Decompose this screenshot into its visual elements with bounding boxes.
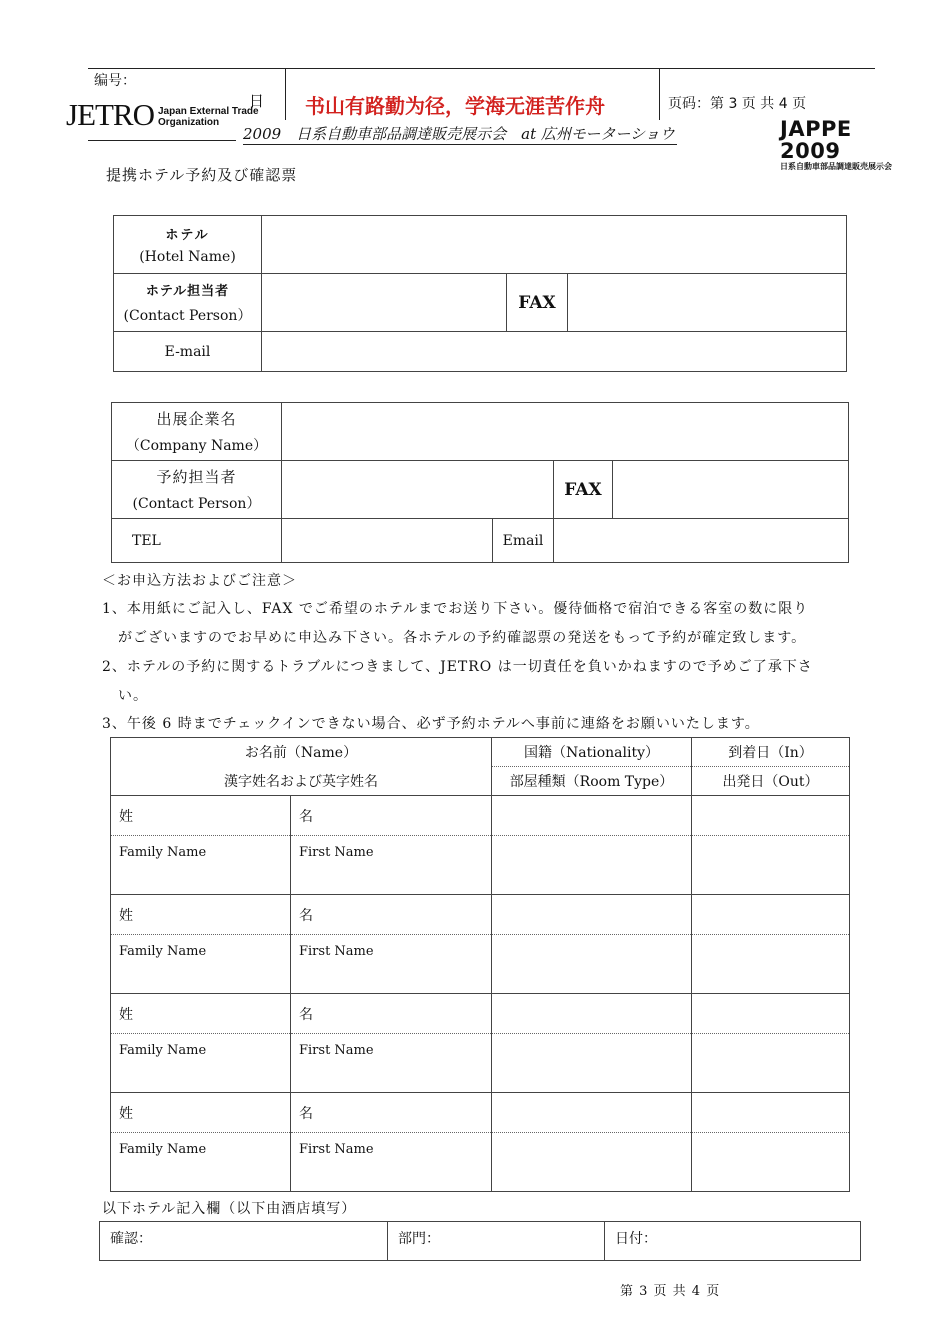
guest-table bbox=[110, 737, 850, 1192]
hotel-dept-cell[interactable] bbox=[388, 1222, 605, 1261]
company-info-table bbox=[111, 402, 849, 563]
guest-3-first-en-cell[interactable] bbox=[291, 1034, 492, 1093]
guest-2-family-en-label: Family Name bbox=[119, 944, 207, 959]
company-email-label: Email bbox=[493, 519, 554, 563]
hotel-name-label-jp: ホテル bbox=[165, 228, 210, 243]
hotel-use-heading: 以下ホテル記入欄（以下由酒店填写） bbox=[102, 1201, 357, 1217]
company-contact-label-cell bbox=[112, 461, 282, 519]
hotel-dept-label: 部門： bbox=[398, 1231, 440, 1247]
company-name-label-jp: 出展企業名 bbox=[156, 410, 237, 428]
guest-2-first-jp-cell[interactable] bbox=[291, 895, 492, 935]
guest-name-header: お名前（Name） bbox=[111, 738, 492, 767]
hotel-contact-label-cell bbox=[114, 274, 262, 332]
hotel-email-field[interactable] bbox=[262, 332, 847, 372]
company-tel-label-cell bbox=[112, 519, 282, 563]
guest-1-checkout-field[interactable] bbox=[692, 836, 850, 895]
hotel-email-label: E-mail bbox=[114, 332, 262, 372]
guest-2-first-jp-label: 名 bbox=[299, 907, 313, 924]
guest-3-nationality-field[interactable] bbox=[492, 994, 692, 1034]
guest-2-nationality-field[interactable] bbox=[492, 895, 692, 935]
guest-1-nationality-field[interactable] bbox=[492, 796, 692, 836]
guest-2-room-type-field[interactable] bbox=[492, 935, 692, 994]
guest-1-family-jp-label: 姓 bbox=[119, 808, 133, 825]
form-title: 提携ホテル予約及び確認票 bbox=[106, 166, 298, 184]
guest-2-first-en-label: First Name bbox=[299, 944, 374, 959]
guest-1-family-en-cell[interactable] bbox=[111, 836, 291, 895]
guest-4-nationality-field[interactable] bbox=[492, 1093, 692, 1133]
event-subtitle: 2009 日系自動車部品調達販売展示会 at 広州モーターショウ bbox=[243, 125, 675, 143]
note-2-line-1: 2、ホテルの予約に関するトラブルにつきまして、JETRO は一切責任を負いかねますので予めご了承下さ bbox=[102, 659, 813, 675]
jetro-logo-sub-1: Japan External Trade bbox=[158, 106, 259, 117]
hotel-info-table bbox=[113, 215, 847, 372]
guest-1-first-jp-label: 名 bbox=[299, 808, 313, 825]
hotel-use-table bbox=[99, 1221, 861, 1261]
company-name-field[interactable] bbox=[282, 403, 849, 461]
guest-4-family-en-label: Family Name bbox=[119, 1142, 207, 1157]
hotel-contact-field[interactable] bbox=[262, 274, 507, 332]
guest-4-family-jp-cell[interactable] bbox=[111, 1093, 291, 1133]
guest-nationality-header: 国籍（Nationality） bbox=[492, 738, 692, 767]
guest-1-first-en-cell[interactable] bbox=[291, 836, 492, 895]
guest-4-first-en-label: First Name bbox=[299, 1142, 374, 1157]
page-info: 页码：第 3 页 共 4 页 bbox=[668, 96, 807, 112]
hotel-name-label-cell bbox=[114, 216, 262, 274]
page-footer: 第 3 页 共 4 页 bbox=[620, 1284, 721, 1299]
company-name-label-en: （Company Name） bbox=[125, 438, 268, 454]
guest-3-first-jp-label: 名 bbox=[299, 1006, 313, 1023]
header-motto: 书山有路勤为径，学海无涯苦作舟 bbox=[305, 94, 605, 118]
guest-4-first-jp-label: 名 bbox=[299, 1105, 313, 1122]
guest-1-family-jp-cell[interactable] bbox=[111, 796, 291, 836]
guest-4-room-type-field[interactable] bbox=[492, 1133, 692, 1192]
guest-3-first-en-label: First Name bbox=[299, 1043, 374, 1058]
hotel-name-field[interactable] bbox=[262, 216, 847, 274]
hotel-date-cell[interactable] bbox=[605, 1222, 861, 1261]
hotel-contact-label-en: (Contact Person） bbox=[123, 308, 252, 324]
jappe-logo bbox=[780, 117, 912, 171]
note-1-line-1: 1、本用紙にご記入し、FAX でご希望のホテルまでお送り下さい。優待価格で宿泊できる客室の数に限り bbox=[102, 601, 809, 617]
company-contact-label-jp: 予約担当者 bbox=[156, 468, 237, 486]
guest-4-first-jp-cell[interactable] bbox=[291, 1093, 492, 1133]
note-1-line-2: がございますのでお早めに申込み下さい。各ホテルの予約確認票の発送をもって予約が確定致します。 bbox=[118, 630, 807, 646]
company-contact-field[interactable] bbox=[282, 461, 554, 519]
guest-2-family-en-cell[interactable] bbox=[111, 935, 291, 994]
company-tel-label: TEL bbox=[132, 532, 161, 549]
note-2-line-2: い。 bbox=[118, 688, 148, 704]
header-date-fragment: 日 bbox=[249, 92, 265, 110]
guest-3-first-jp-cell[interactable] bbox=[291, 994, 492, 1034]
hotel-fax-label: FAX bbox=[507, 274, 568, 332]
guest-4-checkout-field[interactable] bbox=[692, 1133, 850, 1192]
guest-2-checkin-field[interactable] bbox=[692, 895, 850, 935]
guest-3-checkout-field[interactable] bbox=[692, 1034, 850, 1093]
guest-1-first-en-label: First Name bbox=[299, 845, 374, 860]
guest-2-checkout-field[interactable] bbox=[692, 935, 850, 994]
guest-1-first-jp-cell[interactable] bbox=[291, 796, 492, 836]
jappe-logo-text: JAPPE 2009 bbox=[780, 117, 852, 163]
hotel-confirm-label: 確認： bbox=[110, 1231, 152, 1247]
company-email-field[interactable] bbox=[554, 519, 849, 563]
guest-3-checkin-field[interactable] bbox=[692, 994, 850, 1034]
guest-3-family-jp-label: 姓 bbox=[119, 1006, 133, 1023]
guest-4-checkin-field[interactable] bbox=[692, 1093, 850, 1133]
guest-1-family-en-label: Family Name bbox=[119, 845, 207, 860]
guest-4-first-en-cell[interactable] bbox=[291, 1133, 492, 1192]
guest-3-family-en-label: Family Name bbox=[119, 1043, 207, 1058]
notes-heading: ＜お申込方法およびご注意＞ bbox=[102, 573, 297, 589]
jappe-logo-subtext: 日系自動車部品調達販売展示会 bbox=[780, 162, 892, 171]
guest-3-room-type-field[interactable] bbox=[492, 1034, 692, 1093]
company-name-label-cell bbox=[112, 403, 282, 461]
company-tel-field[interactable] bbox=[282, 519, 493, 563]
guest-room-type-header: 部屋種類（Room Type） bbox=[492, 767, 692, 796]
hotel-confirm-cell[interactable] bbox=[100, 1222, 388, 1261]
guest-checkout-header: 出発日（Out） bbox=[692, 767, 850, 796]
hotel-contact-label-jp: ホテル担当者 bbox=[145, 284, 230, 299]
guest-1-room-type-field[interactable] bbox=[492, 836, 692, 895]
hotel-name-label-en: (Hotel Name) bbox=[139, 249, 236, 265]
guest-1-checkin-field[interactable] bbox=[692, 796, 850, 836]
document-number-label: 编号： bbox=[94, 73, 136, 89]
guest-4-family-en-cell[interactable] bbox=[111, 1133, 291, 1192]
guest-2-first-en-cell[interactable] bbox=[291, 935, 492, 994]
jetro-logo-word: JETRO bbox=[66, 97, 154, 132]
guest-2-family-jp-label: 姓 bbox=[119, 907, 133, 924]
jetro-logo bbox=[66, 97, 259, 132]
guest-3-family-en-cell[interactable] bbox=[111, 1034, 291, 1093]
hotel-date-label: 日付： bbox=[615, 1231, 657, 1247]
guest-checkin-header: 到着日（In） bbox=[692, 738, 850, 767]
company-fax-label: FAX bbox=[554, 461, 613, 519]
hotel-fax-field[interactable] bbox=[568, 274, 847, 332]
guest-3-family-jp-cell[interactable] bbox=[111, 994, 291, 1034]
note-3: 3、午後 6 時までチェックインできない場合、必ず予約ホテルへ事前に連絡をお願いいたします。 bbox=[102, 716, 760, 732]
company-fax-field[interactable] bbox=[613, 461, 849, 519]
guest-4-family-jp-label: 姓 bbox=[119, 1105, 133, 1122]
company-contact-label-en: (Contact Person） bbox=[132, 496, 261, 512]
jetro-logo-sub-2: Organization bbox=[158, 117, 220, 128]
guest-2-family-jp-cell[interactable] bbox=[111, 895, 291, 935]
guest-name-subheader: 漢字姓名および英字姓名 bbox=[111, 767, 492, 796]
